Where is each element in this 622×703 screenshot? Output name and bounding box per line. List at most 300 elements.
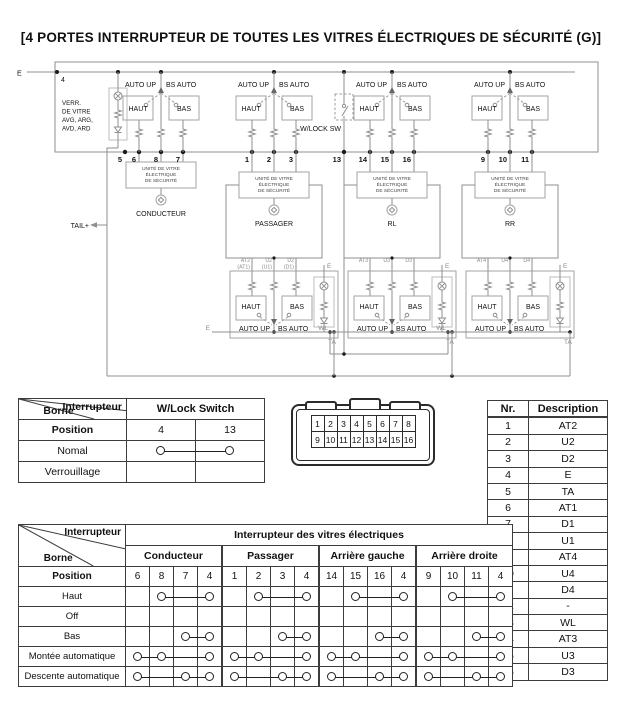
pin-number: 9	[480, 155, 485, 164]
connector-tab-left	[305, 401, 337, 409]
connection-cell	[465, 587, 489, 607]
bs-auto-label: BS AUTO	[397, 82, 428, 89]
terminal-label	[523, 258, 530, 264]
connector-pin-cell: 2	[324, 416, 337, 432]
connection-cell	[368, 587, 392, 607]
corner-borne: Borne	[43, 405, 74, 417]
pin-number: 7	[175, 155, 180, 164]
corner-header	[19, 525, 126, 567]
terminal-label	[501, 258, 508, 264]
window-switch-block	[236, 70, 312, 152]
terminal-header: 4	[198, 567, 223, 587]
auto-up-label: AUTO UP	[239, 326, 270, 333]
connection-cell	[344, 627, 368, 647]
connection-cell	[489, 667, 513, 687]
ta-label: TA	[446, 339, 454, 346]
motor-label: CONDUCTEUR	[136, 211, 186, 218]
connection-cell	[392, 667, 417, 687]
e-label: E	[445, 263, 450, 270]
connection-cell	[465, 607, 489, 627]
connection-cell	[344, 587, 368, 607]
connection-cell	[416, 587, 441, 607]
connection-cell	[222, 587, 247, 607]
connection-cell	[489, 647, 513, 667]
bas-label: BAS	[289, 106, 305, 113]
connector-row	[311, 432, 415, 448]
logic-row	[19, 647, 513, 667]
connection-cell	[441, 647, 465, 667]
connection-cell	[174, 587, 198, 607]
svg-text:AT2: AT2	[240, 258, 250, 264]
haut-label: HAUT	[477, 106, 497, 113]
pin-description: U4	[529, 565, 608, 581]
unit-label: UNITÉ DE VITRE	[142, 167, 180, 172]
auto-up-label: AUTO UP	[125, 82, 156, 89]
connection-cell	[344, 667, 368, 687]
unit-label: ÉLECTRIQUE	[145, 173, 177, 178]
motor-icon	[505, 205, 515, 215]
connection-cell	[344, 607, 368, 627]
connection-cell	[441, 607, 465, 627]
connection-cell	[150, 627, 174, 647]
connector-pin-cell: 5	[363, 416, 376, 432]
connector-row	[311, 416, 415, 432]
wlock-group-header: W/Lock Switch	[127, 399, 265, 420]
pin-nr: 5	[488, 483, 529, 499]
terminal-header: 11	[465, 567, 489, 587]
rail-input-label: WL	[318, 325, 328, 332]
terminal-header: 6	[126, 567, 150, 587]
connection-cell	[150, 667, 174, 687]
connection-cell	[127, 441, 196, 462]
auto-up-label: AUTO UP	[475, 326, 506, 333]
position-header: Position	[19, 420, 127, 441]
connection-cell	[441, 587, 465, 607]
connection-cell	[441, 667, 465, 687]
pin-number: 3	[288, 155, 293, 164]
auto-up-label: AUTO UP	[238, 82, 269, 89]
connector-pin-cell: 7	[389, 416, 402, 432]
connection-cell	[196, 462, 265, 483]
group-arriere-droite: Arrière droite	[416, 546, 513, 567]
connector-pin-cell: 16	[402, 432, 415, 448]
pin-description: U1	[529, 533, 608, 549]
connection-cell	[368, 667, 392, 687]
haut-label: HAUT	[359, 106, 379, 113]
pin-number: 8	[153, 155, 158, 164]
auto-up-label: AUTO UP	[474, 82, 505, 89]
group-arriere-gauche: Arrière gauche	[319, 546, 416, 567]
connector-grid-body	[311, 416, 415, 448]
connection-cell	[465, 627, 489, 647]
connection-cell	[465, 667, 489, 687]
door-window-channel	[436, 152, 574, 376]
pin-description: TA	[529, 483, 608, 499]
connection-cell	[198, 607, 223, 627]
connector-drawing	[291, 404, 435, 466]
connection-cell	[489, 587, 513, 607]
driver-window-unit	[126, 152, 196, 218]
terminal-header: 9	[416, 567, 441, 587]
window-switch-block	[123, 70, 199, 152]
connection-cell	[222, 667, 247, 687]
connector-pin-cell: 8	[402, 416, 415, 432]
pin-description: D3	[529, 664, 608, 680]
page-title: [4 PORTES INTERRUPTEUR DE TOUTES LES VITRES ÉLECTRIQUES DE SÉCURITÉ (G)]	[20, 30, 602, 45]
connection-cell	[271, 587, 295, 607]
bs-auto-label: BS AUTO	[278, 326, 309, 333]
tail-label: TAIL+	[70, 223, 89, 230]
terminal-header: 13	[196, 420, 265, 441]
terminal-header: 4	[392, 567, 417, 587]
pin-number: 15	[380, 155, 389, 164]
motor-icon	[269, 205, 279, 215]
svg-text:AT3: AT3	[358, 258, 368, 264]
terminal-label	[237, 258, 250, 271]
connection-cell	[150, 647, 174, 667]
terminal-label	[284, 258, 294, 271]
svg-text:U2: U2	[265, 258, 272, 264]
connector-inner-shell	[296, 409, 430, 461]
connection-cell	[368, 627, 392, 647]
pin-nr: 1	[488, 417, 529, 434]
haut-label: HAUT	[241, 106, 261, 113]
connection-cell	[126, 607, 150, 627]
connection-cell	[174, 627, 198, 647]
bas-label: BAS	[525, 106, 541, 113]
pin-number: 6	[131, 155, 136, 164]
connection-cell	[295, 607, 320, 627]
pin-description: AT4	[529, 549, 608, 565]
connection-cell	[198, 627, 223, 647]
pin-dot	[123, 150, 127, 154]
connection-cell	[271, 667, 295, 687]
wiring-schematic	[0, 58, 622, 390]
corner-interrupteur: Interrupteur	[64, 527, 121, 538]
pin-description: U2	[529, 434, 608, 450]
connector-pin-cell: 10	[324, 432, 337, 448]
connection-cell	[295, 627, 320, 647]
terminal-header: 16	[368, 567, 392, 587]
pin-nr: 6	[488, 500, 529, 516]
pin-description: D4	[529, 582, 608, 598]
connection-cell	[126, 587, 150, 607]
wlock-logic-table	[18, 398, 265, 483]
bas-label: BAS	[407, 106, 423, 113]
connection-cell	[368, 647, 392, 667]
e-label: E	[563, 263, 568, 270]
connection-cell	[392, 627, 417, 647]
wlock-sw-label: W/LOCK SW	[300, 126, 341, 133]
terminal-header: 4	[127, 420, 196, 441]
verr-label: VERR.	[62, 100, 81, 107]
terminal-header: 10	[441, 567, 465, 587]
unit-label: UNITÉ DE VITRE	[491, 177, 529, 182]
pin-number: 2	[266, 155, 271, 164]
connection-cell	[271, 647, 295, 667]
motor-label: RL	[387, 221, 397, 228]
connection-cell	[247, 667, 271, 687]
svg-text:U4: U4	[501, 258, 508, 264]
terminals-row	[19, 567, 513, 587]
connection-cell	[392, 647, 417, 667]
connection-cell	[127, 462, 196, 483]
e-input-label: E	[17, 70, 22, 78]
connection-cell	[319, 647, 344, 667]
terminal-label	[262, 258, 272, 271]
unit-label: ÉLECTRIQUE	[258, 183, 290, 188]
pin-dot	[342, 150, 346, 154]
group-header: Interrupteur des vitres électriques	[126, 525, 513, 546]
pin-nr: 3	[488, 451, 529, 467]
motor-label: PASSAGER	[255, 221, 293, 228]
auto-up-label: AUTO UP	[357, 326, 388, 333]
logic-row	[19, 667, 513, 687]
pin-description: -	[529, 598, 608, 614]
svg-text:U3: U3	[383, 258, 390, 264]
connector-pin-grid	[311, 415, 416, 448]
connector-pin-cell: 9	[311, 432, 324, 448]
pin-table-row	[488, 417, 608, 434]
corner-borne: Borne	[43, 553, 73, 564]
haut-label: HAUT	[128, 106, 148, 113]
terminal-label	[359, 258, 368, 264]
window-switch-logic-table	[18, 524, 513, 687]
connection-cell	[295, 667, 320, 687]
pin-description: D1	[529, 516, 608, 532]
connection-cell	[150, 607, 174, 627]
terminal-header: 14	[319, 567, 344, 587]
connection-cell	[392, 587, 417, 607]
motor-label: RR	[504, 221, 516, 228]
row-label: Nomal	[19, 441, 127, 462]
auto-up-label: AUTO UP	[356, 82, 387, 89]
svg-text:D3: D3	[405, 258, 412, 264]
bs-auto-label: BS AUTO	[166, 82, 197, 89]
rail-input-label: E	[205, 325, 210, 332]
bas-label: BAS	[289, 304, 305, 311]
door-window-channel	[206, 152, 338, 376]
connection-cell	[150, 587, 174, 607]
terminal-label	[405, 258, 412, 264]
connection-cell	[198, 647, 223, 667]
connector-pin-cell: 13	[363, 432, 376, 448]
verr-label: DE VITRE	[62, 108, 91, 116]
switch-table-body	[19, 587, 513, 687]
bs-auto-label: BS AUTO	[396, 326, 427, 333]
pin-description: AT2	[529, 417, 608, 434]
pin-number: 10	[498, 155, 507, 164]
haut-label: HAUT	[359, 304, 379, 311]
pin-number: 13	[332, 155, 341, 164]
pin-number: 5	[117, 155, 122, 164]
pin-number: 16	[402, 155, 411, 164]
terminal-header: 8	[150, 567, 174, 587]
row-label: Bas	[19, 627, 126, 647]
description-header: Description	[529, 401, 608, 418]
connection-cell	[126, 667, 150, 687]
connection-cell	[174, 607, 198, 627]
pin-table-row	[488, 467, 608, 483]
connection-cell	[247, 587, 271, 607]
e-label: E	[327, 263, 332, 270]
pin-table-row	[488, 500, 608, 516]
row-label: Haut	[19, 587, 126, 607]
connection-cell	[416, 667, 441, 687]
unit-label: UNITÉ DE VITRE	[255, 177, 293, 182]
unit-label: UNITÉ DE VITRE	[373, 177, 411, 182]
connection-cell	[295, 647, 320, 667]
connection-cell	[344, 647, 368, 667]
pin-number: 1	[244, 155, 249, 164]
bs-auto-label: BS AUTO	[279, 82, 310, 89]
position-header: Position	[19, 567, 126, 587]
pin-description: AT1	[529, 500, 608, 516]
terminal-label	[383, 258, 390, 264]
unit-label: DE SÉCURITÉ	[375, 189, 409, 194]
logic-row	[19, 627, 513, 647]
wlock-table-body	[19, 441, 265, 483]
connection-cell	[271, 627, 295, 647]
connector-pin-cell: 14	[376, 432, 389, 448]
connector-tab-center	[349, 398, 381, 409]
connector-pin-cell: 1	[311, 416, 324, 432]
terminal-header: 2	[247, 567, 271, 587]
connection-cell	[441, 627, 465, 647]
ta-label: TA	[328, 339, 336, 346]
bas-label: BAS	[176, 106, 192, 113]
connection-cell	[295, 587, 320, 607]
connection-cell	[247, 647, 271, 667]
connection-cell	[416, 647, 441, 667]
connector-pin-cell: 15	[389, 432, 402, 448]
pin-nr: 4	[488, 467, 529, 483]
connection-cell	[416, 627, 441, 647]
pin-nr: 2	[488, 434, 529, 450]
row-label: Verrouillage	[19, 462, 127, 483]
connector-pin-cell: 11	[337, 432, 350, 448]
svg-text:(AT1): (AT1)	[237, 264, 250, 271]
window-lock-indicator	[62, 72, 127, 152]
bas-label: BAS	[525, 304, 541, 311]
pin-description: E	[529, 467, 608, 483]
row-label: Montée automatique	[19, 647, 126, 667]
connector-pin-cell: 3	[337, 416, 350, 432]
connector-tab-right	[389, 401, 421, 409]
pin-table-row	[488, 451, 608, 467]
verr-label: AVD, ARD	[62, 125, 91, 133]
connector-pin-cell: 6	[376, 416, 389, 432]
pin4-label: 4	[61, 77, 65, 84]
connection-cell	[416, 607, 441, 627]
connection-cell	[247, 627, 271, 647]
svg-text:(U1): (U1)	[261, 264, 272, 271]
motor-icon	[387, 205, 397, 215]
bs-auto-label: BS AUTO	[515, 82, 546, 89]
terminal-header: 15	[344, 567, 368, 587]
row-label: Off	[19, 607, 126, 627]
terminal-header: 3	[271, 567, 295, 587]
unit-label: DE SÉCURITÉ	[257, 189, 291, 194]
group-passager: Passager	[222, 546, 319, 567]
terminal-header: 7	[174, 567, 198, 587]
connection-cell	[126, 627, 150, 647]
pin-number: 11	[521, 155, 529, 164]
tail-wire	[71, 152, 107, 376]
connector-pin-cell: 12	[350, 432, 363, 448]
connection-cell	[198, 587, 223, 607]
unit-label: ÉLECTRIQUE	[376, 183, 408, 188]
connection-cell	[489, 607, 513, 627]
terminal-header: 4	[295, 567, 320, 587]
connection-cell	[247, 607, 271, 627]
terminal-header: 4	[489, 567, 513, 587]
terminal-header: 1	[222, 567, 247, 587]
pin-description: AT3	[529, 631, 608, 647]
pin-description: D2	[529, 451, 608, 467]
pin-number: 14	[358, 155, 367, 164]
connection-cell	[489, 627, 513, 647]
svg-text:AT4: AT4	[476, 258, 486, 264]
verr-label: AVG, ARG,	[62, 117, 93, 124]
bas-label: BAS	[407, 304, 423, 311]
connection-cell	[174, 647, 198, 667]
group-conducteur: Conducteur	[126, 546, 223, 567]
connection-cell	[368, 607, 392, 627]
connection-cell	[198, 667, 223, 687]
pin-description: WL	[529, 615, 608, 631]
corner-header	[19, 399, 127, 420]
logic-row	[19, 587, 513, 607]
connection-cell	[222, 607, 247, 627]
bs-auto-label: BS AUTO	[514, 326, 545, 333]
connection-cell	[196, 441, 265, 462]
window-switch-block	[354, 70, 430, 152]
connection-cell	[222, 647, 247, 667]
connection-cell	[126, 647, 150, 667]
svg-text:D4: D4	[523, 258, 530, 264]
svg-text:(D1): (D1)	[283, 264, 294, 271]
terminal-label	[477, 258, 486, 264]
door-window-channel	[318, 152, 456, 376]
ta-label: TA	[564, 339, 572, 346]
pin-table-row	[488, 483, 608, 499]
connection-cell	[271, 607, 295, 627]
row-label: Descente automatique	[19, 667, 126, 687]
unit-label: ÉLECTRIQUE	[494, 183, 526, 188]
connection-cell	[319, 607, 344, 627]
connection-cell	[319, 627, 344, 647]
rail-input-label: WL	[436, 325, 446, 332]
unit-label: DE SÉCURITÉ	[493, 189, 527, 194]
haut-label: HAUT	[241, 304, 261, 311]
connector-pin-cell: 4	[350, 416, 363, 432]
haut-label: HAUT	[477, 304, 497, 311]
connection-cell	[319, 667, 344, 687]
pin-table-row	[488, 434, 608, 450]
logic-row	[19, 607, 513, 627]
pin-description: U3	[529, 647, 608, 663]
connection-cell	[465, 647, 489, 667]
connection-cell	[222, 627, 247, 647]
window-switch-block	[472, 70, 548, 152]
corner-interrupteur: Interrupteur	[62, 401, 122, 413]
nr-header: Nr.	[488, 401, 529, 418]
logic-row	[19, 462, 265, 483]
logic-row	[19, 441, 265, 462]
svg-text:D2: D2	[287, 258, 294, 264]
connection-cell	[392, 607, 417, 627]
